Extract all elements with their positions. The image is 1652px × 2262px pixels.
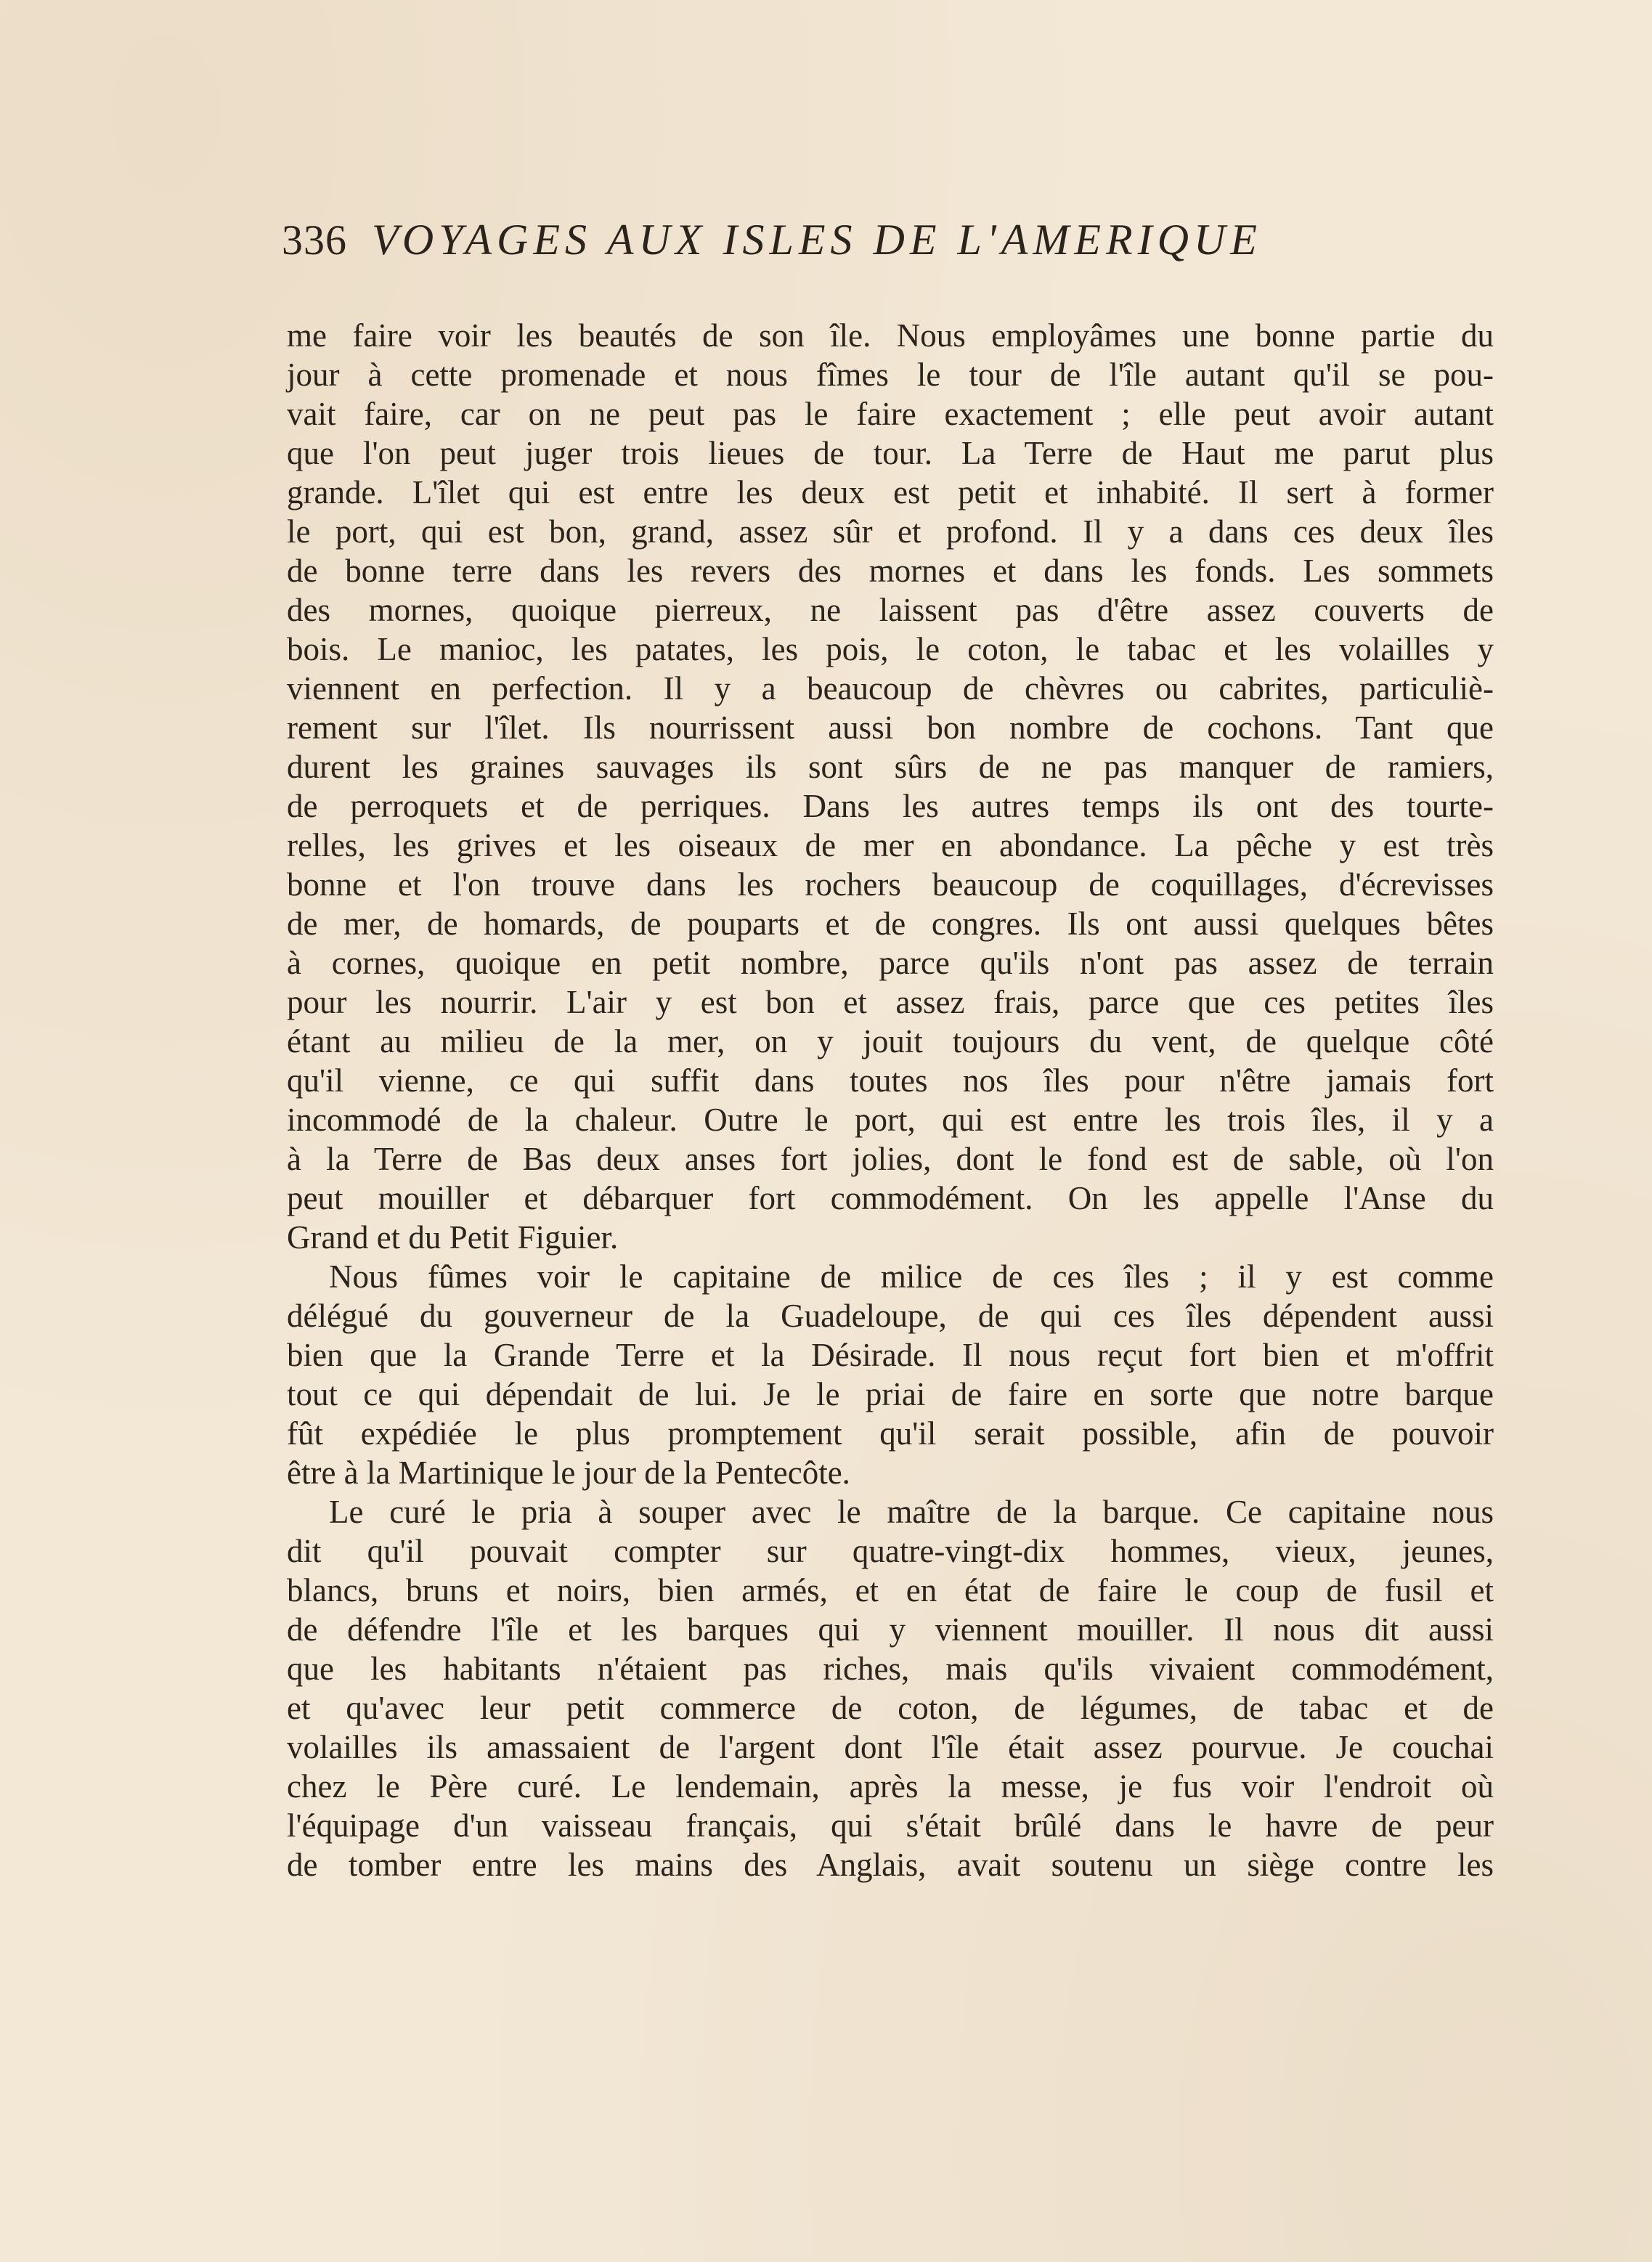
text-line: des mornes, quoique pierreux, ne laissent pas d'être assez couverts de [287, 592, 1494, 628]
text-line: dit qu'il pouvait compter sur quatre-vingt-dix hommes, vieux, jeunes, [287, 1533, 1494, 1569]
text-line: le port, qui est bon, grand, assez sûr et profond. Il y a dans ces deux îles [287, 513, 1494, 550]
running-title: VOYAGES AUX ISLES DE L'AMERIQUE [372, 216, 1262, 264]
page-header [282, 215, 1494, 273]
text-line: de perroquets et de perriques. Dans les autres temps ils ont des tourte- [287, 788, 1494, 824]
text-line: de bonne terre dans les revers des mornes et dans les fonds. Les sommets [287, 553, 1494, 589]
text-line: tout ce qui dépendait de lui. Je le priai de faire en sorte que notre barque [287, 1376, 1494, 1412]
page-number: 336 [282, 216, 347, 264]
text-line: vait faire, car on ne peut pas le faire exactement ; elle peut avoir autant [287, 396, 1494, 432]
text-line: Nous fûmes voir le capitaine de milice de ces îles ; il y est comme [329, 1258, 1494, 1295]
text-line: étant au milieu de la mer, on y jouit toujours du vent, de quelque côté [287, 1023, 1494, 1059]
text-line: bois. Le manioc, les patates, les pois, le coton, le tabac et les volailles y [287, 631, 1494, 667]
text-line: à cornes, quoique en petit nombre, parce qu'ils n'ont pas assez de terrain [287, 945, 1494, 981]
text-line: à la Terre de Bas deux anses fort jolies, dont le fond est de sable, où l'on [287, 1141, 1494, 1177]
text-line: grande. L'îlet qui est entre les deux est petit et inhabité. Il sert à former [287, 474, 1494, 510]
text-line: relles, les grives et les oiseaux de mer en abondance. La pêche y est très [287, 827, 1494, 863]
text-line: Le curé le pria à souper avec le maître de la barque. Ce capitaine nous [329, 1494, 1494, 1530]
text-line: pour les nourrir. L'air y est bon et assez frais, parce que ces petites îles [287, 984, 1494, 1020]
text-line: être à la Martinique le jour de la Pentecôte. [287, 1455, 850, 1491]
text-line: qu'il vienne, ce qui suffit dans toutes nos îles pour n'être jamais fort [287, 1062, 1494, 1099]
text-line: me faire voir les beautés de son île. Nous employâmes une bonne partie du [287, 317, 1494, 354]
text-line: viennent en perfection. Il y a beaucoup de chèvres ou cabrites, particuliè- [287, 670, 1494, 707]
text-line: jour à cette promenade et nous fîmes le tour de l'île autant qu'il se pou- [287, 357, 1494, 393]
text-line: de défendre l'île et les barques qui y viennent mouiller. Il nous dit aussi [287, 1611, 1494, 1648]
text-line: de mer, de homards, de pouparts et de congres. Ils ont aussi quelques bêtes [287, 906, 1494, 942]
text-line: Grand et du Petit Figuier. [287, 1219, 619, 1256]
text-line: que l'on peut juger trois lieues de tour. La Terre de Haut me parut plus [287, 435, 1494, 471]
text-line: incommodé de la chaleur. Outre le port, qui est entre les trois îles, il y a [287, 1102, 1494, 1138]
text-line: et qu'avec leur petit commerce de coton, de légumes, de tabac et de [287, 1690, 1494, 1726]
text-line: peut mouiller et débarquer fort commodément. On les appelle l'Anse du [287, 1180, 1494, 1216]
text-line: bien que la Grande Terre et la Désirade. Il nous reçut fort bien et m'offrit [287, 1337, 1494, 1373]
text-line: durent les graines sauvages ils sont sûrs de ne pas manquer de ramiers, [287, 749, 1494, 785]
text-line: bonne et l'on trouve dans les rochers beaucoup de coquillages, d'écrevisses [287, 866, 1494, 903]
text-line: blancs, bruns et noirs, bien armés, et en état de faire le coup de fusil et [287, 1572, 1494, 1608]
text-line: l'équipage d'un vaisseau français, qui s'était brûlé dans le havre de peur [287, 1807, 1494, 1844]
body-text [287, 316, 1494, 1884]
text-line: que les habitants n'étaient pas riches, mais qu'ils vivaient commodément, [287, 1651, 1494, 1687]
text-line: rement sur l'îlet. Ils nourrissent aussi bon nombre de cochons. Tant que [287, 709, 1494, 746]
text-line: de tomber entre les mains des Anglais, avait soutenu un siège contre les [287, 1847, 1494, 1883]
text-line: délégué du gouverneur de la Guadeloupe, de qui ces îles dépendent aussi [287, 1298, 1494, 1334]
text-line: volailles ils amassaient de l'argent dont l'île était assez pourvue. Je couchai [287, 1729, 1494, 1765]
text-line: fût expédiée le plus promptement qu'il serait possible, afin de pouvoir [287, 1415, 1494, 1452]
text-line: chez le Père curé. Le lendemain, après la messe, je fus voir l'endroit où [287, 1768, 1494, 1805]
